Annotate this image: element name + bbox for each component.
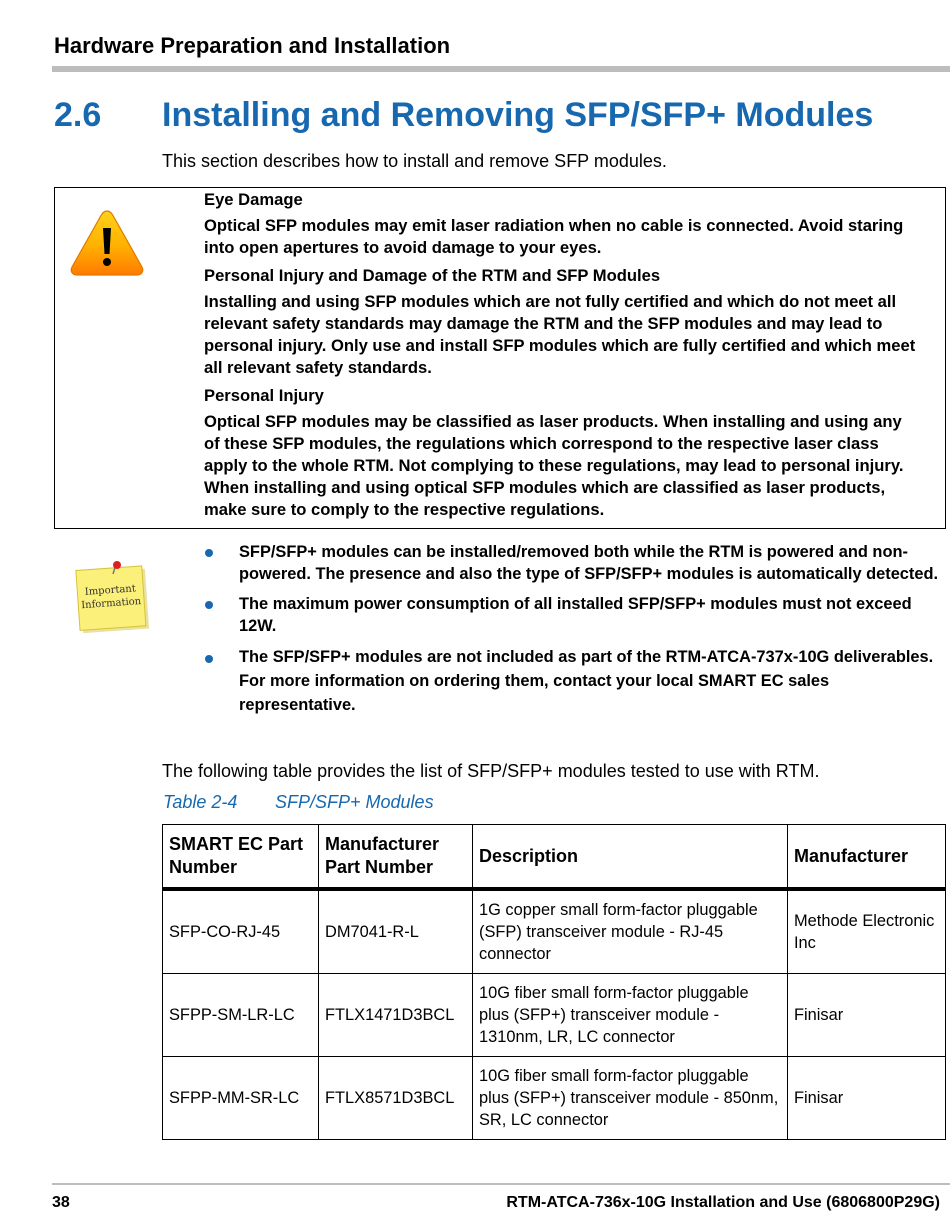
bullet-text: The maximum power consumption of all installed SFP/SFP+ modules must not exceed 12W. [239,595,912,635]
table-cell: SFPP-MM-SR-LC [163,1057,319,1140]
bullet-text: SFP/SFP+ modules can be installed/removed both while the RTM is powered and non-powered. The presence and also the type of SFP/SFP+ modules is automatically detected. [239,543,939,583]
table-cell: SFPP-SM-LR-LC [163,974,319,1057]
section-intro: This section describes how to install and remove SFP modules. [162,151,667,171]
column-header: Manufacturer [788,825,946,890]
section-number: 2.6 [54,96,102,134]
table-cell: 10G fiber small form-factor pluggable plus (SFP+) transceiver module - 1310nm, LR, LC connector [473,974,788,1057]
table-caption-title: SFP/SFP+ Modules [275,792,434,812]
warning-triangle-icon [69,208,145,278]
warning-heading: Personal Injury and Damage of the RTM and SFP Modules [204,266,661,285]
column-header: SMART EC Part Number [163,825,319,890]
list-item [204,541,944,585]
table-caption-number: Table 2-4 [163,792,238,812]
sfp-modules-table [162,824,946,1140]
warning-content [204,188,916,526]
warning-text: Optical SFP modules may emit laser radiation when no cable is connected. Avoid staring into open apertures to avoid damage to your eyes. [204,216,904,257]
table-cell: Methode Electronic Inc [788,889,946,974]
table-cell: FTLX1471D3BCL [319,974,473,1057]
document-title: RTM-ATCA-736x-10G Installation and Use (6806800P29G) [506,1194,940,1211]
bullet-dot [205,655,213,663]
bullet-dot [205,601,213,609]
warning-heading: Personal Injury [204,386,324,405]
table-cell: Finisar [788,974,946,1057]
section-title: Installing and Removing SFP/SFP+ Modules [162,96,874,134]
bullet-text: The SFP/SFP+ modules are not included as part of the RTM-ATCA-737x-10G deliverables. For more information on ordering them, contact your local SMART EC sales representative. [239,648,934,714]
table-row [163,1057,946,1140]
bullet-dot [205,549,213,557]
column-header: Description [473,825,788,890]
header-rule [52,66,950,72]
table-cell: FTLX8571D3BCL [319,1057,473,1140]
footer-rule [52,1183,950,1185]
table-cell: DM7041-R-L [319,889,473,974]
list-item [204,593,944,637]
warning-text: Optical SFP modules may be classified as laser products. When installing and using any of these SFP modules, the regulations which correspond to the respective laser class apply to the whole RTM. Not complying to these regulations, may lead to personal injury. When installing and using optical SFP modules which are classified as laser products, make sure to comply to the respective regulations. [204,412,904,519]
table-cell: 1G copper small form-factor pluggable (SFP) transceiver module - RJ-45 connector [473,889,788,974]
list-item [204,645,944,717]
table-cell: 10G fiber small form-factor pluggable plus (SFP+) transceiver module - 850nm, SR, LC connector [473,1057,788,1140]
warning-heading: Eye Damage [204,190,303,209]
table-intro: The following table provides the list of SFP/SFP+ modules tested to use with RTM. [162,761,820,781]
running-header-title: Hardware Preparation and Installation [54,33,451,58]
table-caption [163,792,434,813]
important-information-note-icon [74,560,152,638]
note-icon-line-1: Important [84,583,137,598]
table-cell: Finisar [788,1057,946,1140]
table-header-row [163,825,946,890]
column-header: Manufacturer Part Number [319,825,473,890]
table-row [163,974,946,1057]
table-row [163,889,946,974]
note-icon-line-2: Information [80,596,142,612]
page-number: 38 [52,1194,70,1211]
warning-box [54,187,946,529]
table-cell: SFP-CO-RJ-45 [163,889,319,974]
note-bullet-list [204,541,944,725]
warning-text: Installing and using SFP modules which are not fully certified and which do not meet all relevant safety standards may damage the RTM and the SFP modules and may lead to personal injury. Only use and install SFP modules which are fully certified and which meet all relevant safety standards. [204,292,916,377]
